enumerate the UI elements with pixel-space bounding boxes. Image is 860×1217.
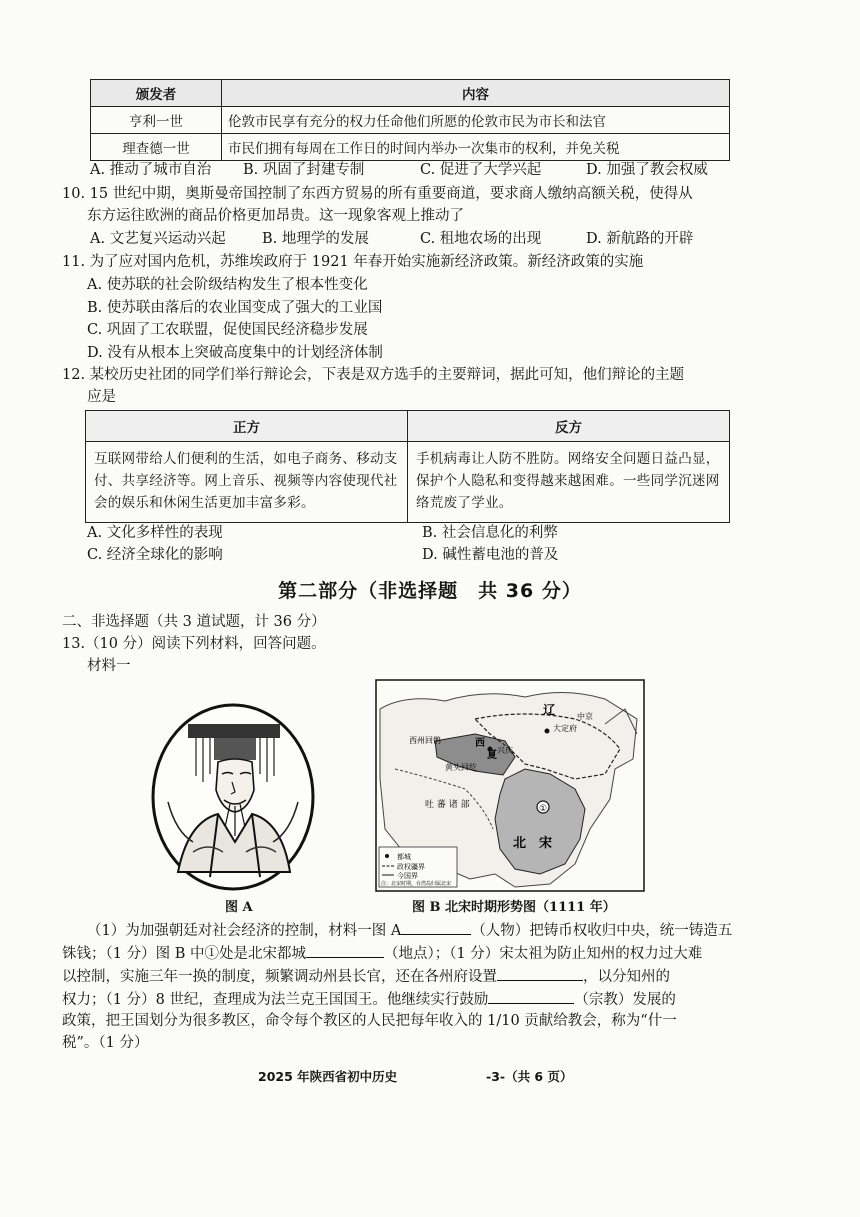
map-label-circled1: ① (539, 804, 548, 814)
q9-option-d: D. 加强了教会权威 (586, 162, 708, 178)
map-legend-modern: 今国界 (397, 872, 418, 880)
footer-page-number: -3-（共 6 页） (486, 1069, 573, 1084)
q13-stem: 13.（10 分）阅读下列材料，回答问题。 (62, 636, 326, 652)
map-legend-capital: 都城 (397, 853, 411, 861)
answer-blank-official-post[interactable] (497, 964, 583, 981)
q11-stem: 11. 为了应对国内危机，苏维埃政府于 1921 年春开始实施新经济政策。新经济政策的实施 (62, 254, 644, 270)
map-label-huihu: 黄头回纥 (445, 763, 477, 772)
map-label-xingqing: 兴庆 (497, 746, 513, 755)
q13-1-line2-b: （地点）；（1 分）宋太祖为防止知州的权力过大难 (383, 946, 703, 962)
q9-option-c: C. 促进了大学兴起 (420, 162, 542, 178)
q12-stem-line2: 应是 (87, 389, 116, 405)
q13-1-line4-a: 权力；（1 分）8 世纪，查理成为法兰克王国国王。他继续实行鼓励 (62, 992, 489, 1008)
q10-option-c: C. 租地农场的出现 (420, 231, 542, 247)
q9-table-header (91, 80, 730, 107)
answer-blank-song-capital[interactable] (306, 941, 384, 958)
q12-table-header (86, 411, 730, 442)
map-label-xia: 夏 (487, 750, 497, 761)
map-label-liao: 辽 (543, 703, 556, 717)
table-row (91, 107, 730, 134)
q12-option-a: A. 文化多样性的表现 (87, 525, 223, 541)
q9-cell-issuer: 亨利一世 (91, 107, 222, 134)
answer-blank-figure-a-person[interactable] (401, 918, 471, 935)
q9-header-issuer: 颁发者 (91, 80, 222, 107)
map-legend-note: 注：北宋时期，台湾岛归属北宋 (381, 881, 452, 887)
q12-stem-line1: 12. 某校历史社团的同学们举行辩论会，下表是双方选手的主要辩词，据此可知，他们辩论的主题 (62, 367, 685, 383)
figure-a-caption: 图 A (225, 900, 253, 915)
q13-1-line3 (62, 964, 670, 988)
q11-option-b: B. 使苏联由落后的农业国变成了强大的工业国 (87, 300, 383, 316)
table-row (91, 134, 730, 161)
figure-a-portrait (148, 702, 318, 892)
q9-option-a: A. 推动了城市自治 (90, 162, 212, 178)
material1-label: 材料一 (87, 658, 131, 674)
q11-option-d: D. 没有从根本上突破高度集中的计划经济体制 (87, 345, 383, 361)
part2-section-heading: 二、非选择题（共 3 道试题，计 36 分） (62, 614, 326, 630)
table-row (86, 442, 730, 523)
q11-option-c: C. 巩固了工农联盟，促使国民经济稳步发展 (87, 322, 368, 338)
q12-header-con: 反方 (408, 411, 730, 442)
map-legend-border: 政权疆界 (397, 863, 425, 871)
q13-1-line1-b: （人物）把铸币权收归中央，统一铸造五 (471, 923, 733, 939)
q10-stem-line1: 10. 15 世纪中期，奥斯曼帝国控制了东西方贸易的所有重要商道，要求商人缴纳高额关税，使得从 (62, 186, 693, 202)
q12-option-d: D. 碱性蓄电池的普及 (422, 547, 559, 563)
answer-blank-religion[interactable] (488, 987, 574, 1004)
figure-b-map (375, 679, 645, 892)
q13-1-line6: 税”。（1 分） (62, 1035, 149, 1051)
q9-cell-content: 市民们拥有每周在工作日的时间内举办一次集市的权利，并免关税 (222, 134, 730, 161)
map-label-xizhou: 西州回鹘 (409, 736, 441, 745)
q13-1-line4 (62, 987, 676, 1011)
q9-cell-issuer: 理查德一世 (91, 134, 222, 161)
map-label-tubo: 吐 蕃 诸 部 (425, 800, 470, 810)
q13-1-line2-a: 铢钱；（1 分）图 B 中①处是北宋都城 (62, 946, 306, 962)
q12-debate-table (85, 410, 730, 523)
q11-option-a: A. 使苏联的社会阶级结构发生了根本性变化 (87, 277, 368, 293)
q12-pro-argument: 互联网带给人们便利的生活，如电子商务、移动支付、共享经济等。网上音乐、视频等内容使现代社会的娱乐和休闲生活更加丰富多彩。 (86, 442, 408, 523)
footer-exam-title: 2025 年陕西省初中历史 (258, 1069, 398, 1084)
q12-option-b: B. 社会信息化的利弊 (422, 525, 558, 541)
q13-1-line2 (62, 941, 702, 965)
q10-stem-line2: 东方运往欧洲的商品价格更加昂贵。这一现象客观上推动了 (87, 208, 464, 224)
map-label-beisong: 北 宋 (513, 836, 553, 851)
q10-option-b: B. 地理学的发展 (262, 231, 369, 247)
q13-1-line1-a: （1）为加强朝廷对社会经济的控制，材料一图 A (87, 923, 402, 939)
q13-1-line1 (87, 918, 732, 942)
q12-option-c: C. 经济全球化的影响 (87, 547, 223, 563)
q13-1-line3-b: ，以分知州的 (583, 969, 670, 985)
q12-header-pro: 正方 (86, 411, 408, 442)
map-label-zhongjing: 中京 (577, 712, 593, 721)
q12-con-argument: 手机病毒让人防不胜防。网络安全问题日益凸显，保护个人隐私和变得越来越困难。一些同学沉迷网络荒废了学业。 (408, 442, 730, 523)
q10-option-a: A. 文艺复兴运动兴起 (90, 231, 226, 247)
q13-1-line4-b: （宗教）发展的 (574, 992, 676, 1008)
q9-table (90, 79, 730, 161)
map-label-xi: 西 (475, 738, 485, 749)
figure-b-caption: 图 B 北宋时期形势图（1111 年） (412, 900, 616, 915)
q9-header-content: 内容 (222, 80, 730, 107)
map-label-dadingfu: 大定府 (553, 724, 577, 733)
q10-option-d: D. 新航路的开辟 (586, 231, 694, 247)
q9-cell-content: 伦敦市民享有充分的权力任命他们所愿的伦敦市民为市长和法官 (222, 107, 730, 134)
q13-1-line5: 政策，把王国划分为很多教区，命令每个教区的人民把每年收入的 1/10 贡献给教会，称为“什一 (62, 1013, 677, 1029)
q9-option-b: B. 巩固了封建专制 (243, 162, 365, 178)
q13-1-line3-a: 以控制，实施三年一换的制度，频繁调动州县长官，还在各州府设置 (62, 969, 497, 985)
part2-title: 第二部分（非选择题 共 36 分） (278, 580, 582, 602)
